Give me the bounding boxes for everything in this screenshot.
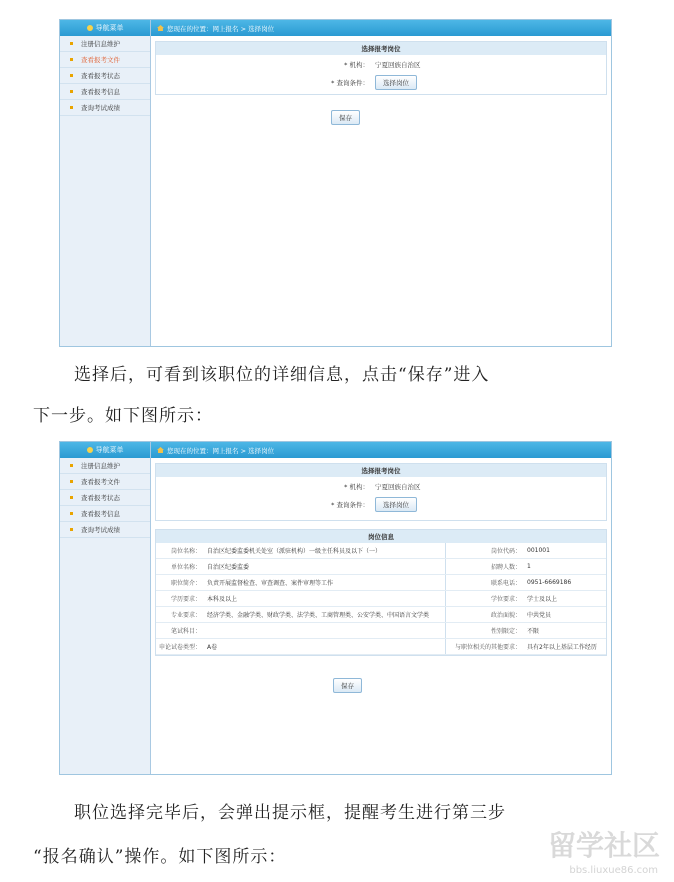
org-label: * 机构： [344,482,369,491]
breadcrumb: 您现在的位置：网上报名 > 选择岗位 [167,24,275,33]
sidebar-item-view-files[interactable]: 查看报考文件 [60,52,150,68]
instruction-text-2b: “报名确认”操作。如下图所示： [33,847,287,867]
cell-value: 学士及以上 [524,591,606,607]
query-label: * 查询条件： [331,500,369,509]
bullet-icon [70,106,73,109]
cell-value: 中共党员 [524,607,606,623]
query-row [156,495,606,513]
select-post-title: 选择报考岗位 [156,464,606,477]
cell-label: 学历要求： [156,591,204,607]
sidebar-item-query-score[interactable]: 查询考试成绩 [60,100,150,116]
sidebar-item-view-info[interactable]: 查看报考信息 [60,506,150,522]
org-row [156,477,606,495]
watermark-logo: 留学社区 [547,829,660,862]
cell-label: 性别限定： [446,623,525,639]
org-label: * 机构： [344,60,369,69]
table-row [156,543,606,559]
cell-value: 经济学类、金融学类、财政学类、法学类、工商管理类、公安学类、中国语言文学类 [204,607,445,623]
cell-label: 岗位代码： [446,543,525,559]
main-area [151,20,611,346]
sidebar-item-register-info[interactable]: 注册信息维护 [60,458,150,474]
home-icon [157,447,164,453]
cell-label: 职位简介： [156,575,204,591]
bullet-icon [70,496,73,499]
sidebar-item-view-status[interactable]: 查看报考状态 [60,490,150,506]
save-button[interactable]: 保存 [333,678,362,693]
cell-value [204,623,445,639]
bullet-icon [70,480,73,483]
cell-value: 负责开展监督检查、审查调查、案件审理等工作 [204,575,445,591]
breadcrumb-bar [151,442,611,458]
nav-menu-icon [87,447,93,453]
sidebar [60,20,151,346]
cell-value: 具有2年以上基层工作经历 [524,639,606,655]
cell-value: 0951-6669186 [524,575,606,591]
sidebar-header [60,442,150,458]
screenshot-1 [59,19,612,347]
sidebar-item-view-info[interactable]: 查看报考信息 [60,84,150,100]
bullet-icon [70,74,73,77]
post-info-panel [155,529,607,656]
org-row [156,55,606,73]
choose-post-button[interactable]: 选择岗位 [375,497,417,512]
query-row [156,73,606,91]
bullet-icon [70,58,73,61]
cell-label: 政治面貌： [446,607,525,623]
cell-label: 招聘人数： [446,559,525,575]
cell-label: 专业要求： [156,607,204,623]
post-info-table [156,543,606,655]
cell-label: 学位要求： [446,591,525,607]
breadcrumb: 您现在的位置：网上报名 > 选择岗位 [167,446,275,455]
cell-label: 岗位名称： [156,543,204,559]
cell-label: 笔试科目： [156,623,204,639]
home-icon [157,25,164,31]
select-post-panel [155,41,607,95]
save-button[interactable]: 保存 [331,110,360,125]
main-area [151,442,611,774]
breadcrumb-bar [151,20,611,36]
instruction-text-1b: 下一步。如下图所示： [33,406,213,426]
cell-value: A卷 [204,639,445,655]
sidebar-header [60,20,150,36]
select-post-panel [155,463,607,521]
cell-value: 1 [524,559,606,575]
cell-value: 001001 [524,543,606,559]
bullet-icon [70,90,73,93]
cell-value: 不限 [524,623,606,639]
sidebar-item-register-info[interactable]: 注册信息维护 [60,36,150,52]
post-info-title: 岗位信息 [156,530,606,543]
bullet-icon [70,528,73,531]
query-label: * 查询条件： [331,78,369,87]
bullet-icon [70,42,73,45]
table-row [156,591,606,607]
instruction-text-2: 职位选择完毕后，会弹出提示框，提醒考生进行第三步 [74,803,506,823]
org-value: 宁夏回族自治区 [375,60,421,69]
cell-label: 联系电话： [446,575,525,591]
nav-menu-icon [87,25,93,31]
sidebar [60,442,151,774]
sidebar-item-view-status[interactable]: 查看报考状态 [60,68,150,84]
bullet-icon [70,512,73,515]
sidebar-item-query-score[interactable]: 查询考试成绩 [60,522,150,538]
table-row [156,623,606,639]
cell-label: 申论试卷类型： [156,639,204,655]
instruction-text-1: 选择后，可看到该职位的详细信息，点击“保存”进入 [74,365,490,385]
sidebar-title: 导航菜单 [95,446,124,454]
bullet-icon [70,464,73,467]
table-row [156,607,606,623]
sidebar-item-view-files[interactable]: 查看报考文件 [60,474,150,490]
cell-value: 自治区纪委监委机关处室（派驻机构）一级主任科员及以下（一） [204,543,445,559]
choose-post-button[interactable]: 选择岗位 [375,75,417,90]
cell-label: 单位名称： [156,559,204,575]
table-row [156,639,606,655]
cell-value: 自治区纪委监委 [204,559,445,575]
watermark-url: bbs.liuxue86.com [569,865,658,876]
sidebar-title: 导航菜单 [95,24,124,32]
cell-label: 与职位相关的其他要求： [446,639,525,655]
org-value: 宁夏回族自治区 [375,482,421,491]
table-row [156,559,606,575]
screenshot-2 [59,441,612,775]
table-row [156,575,606,591]
cell-value: 本科及以上 [204,591,445,607]
select-post-title: 选择报考岗位 [156,42,606,55]
